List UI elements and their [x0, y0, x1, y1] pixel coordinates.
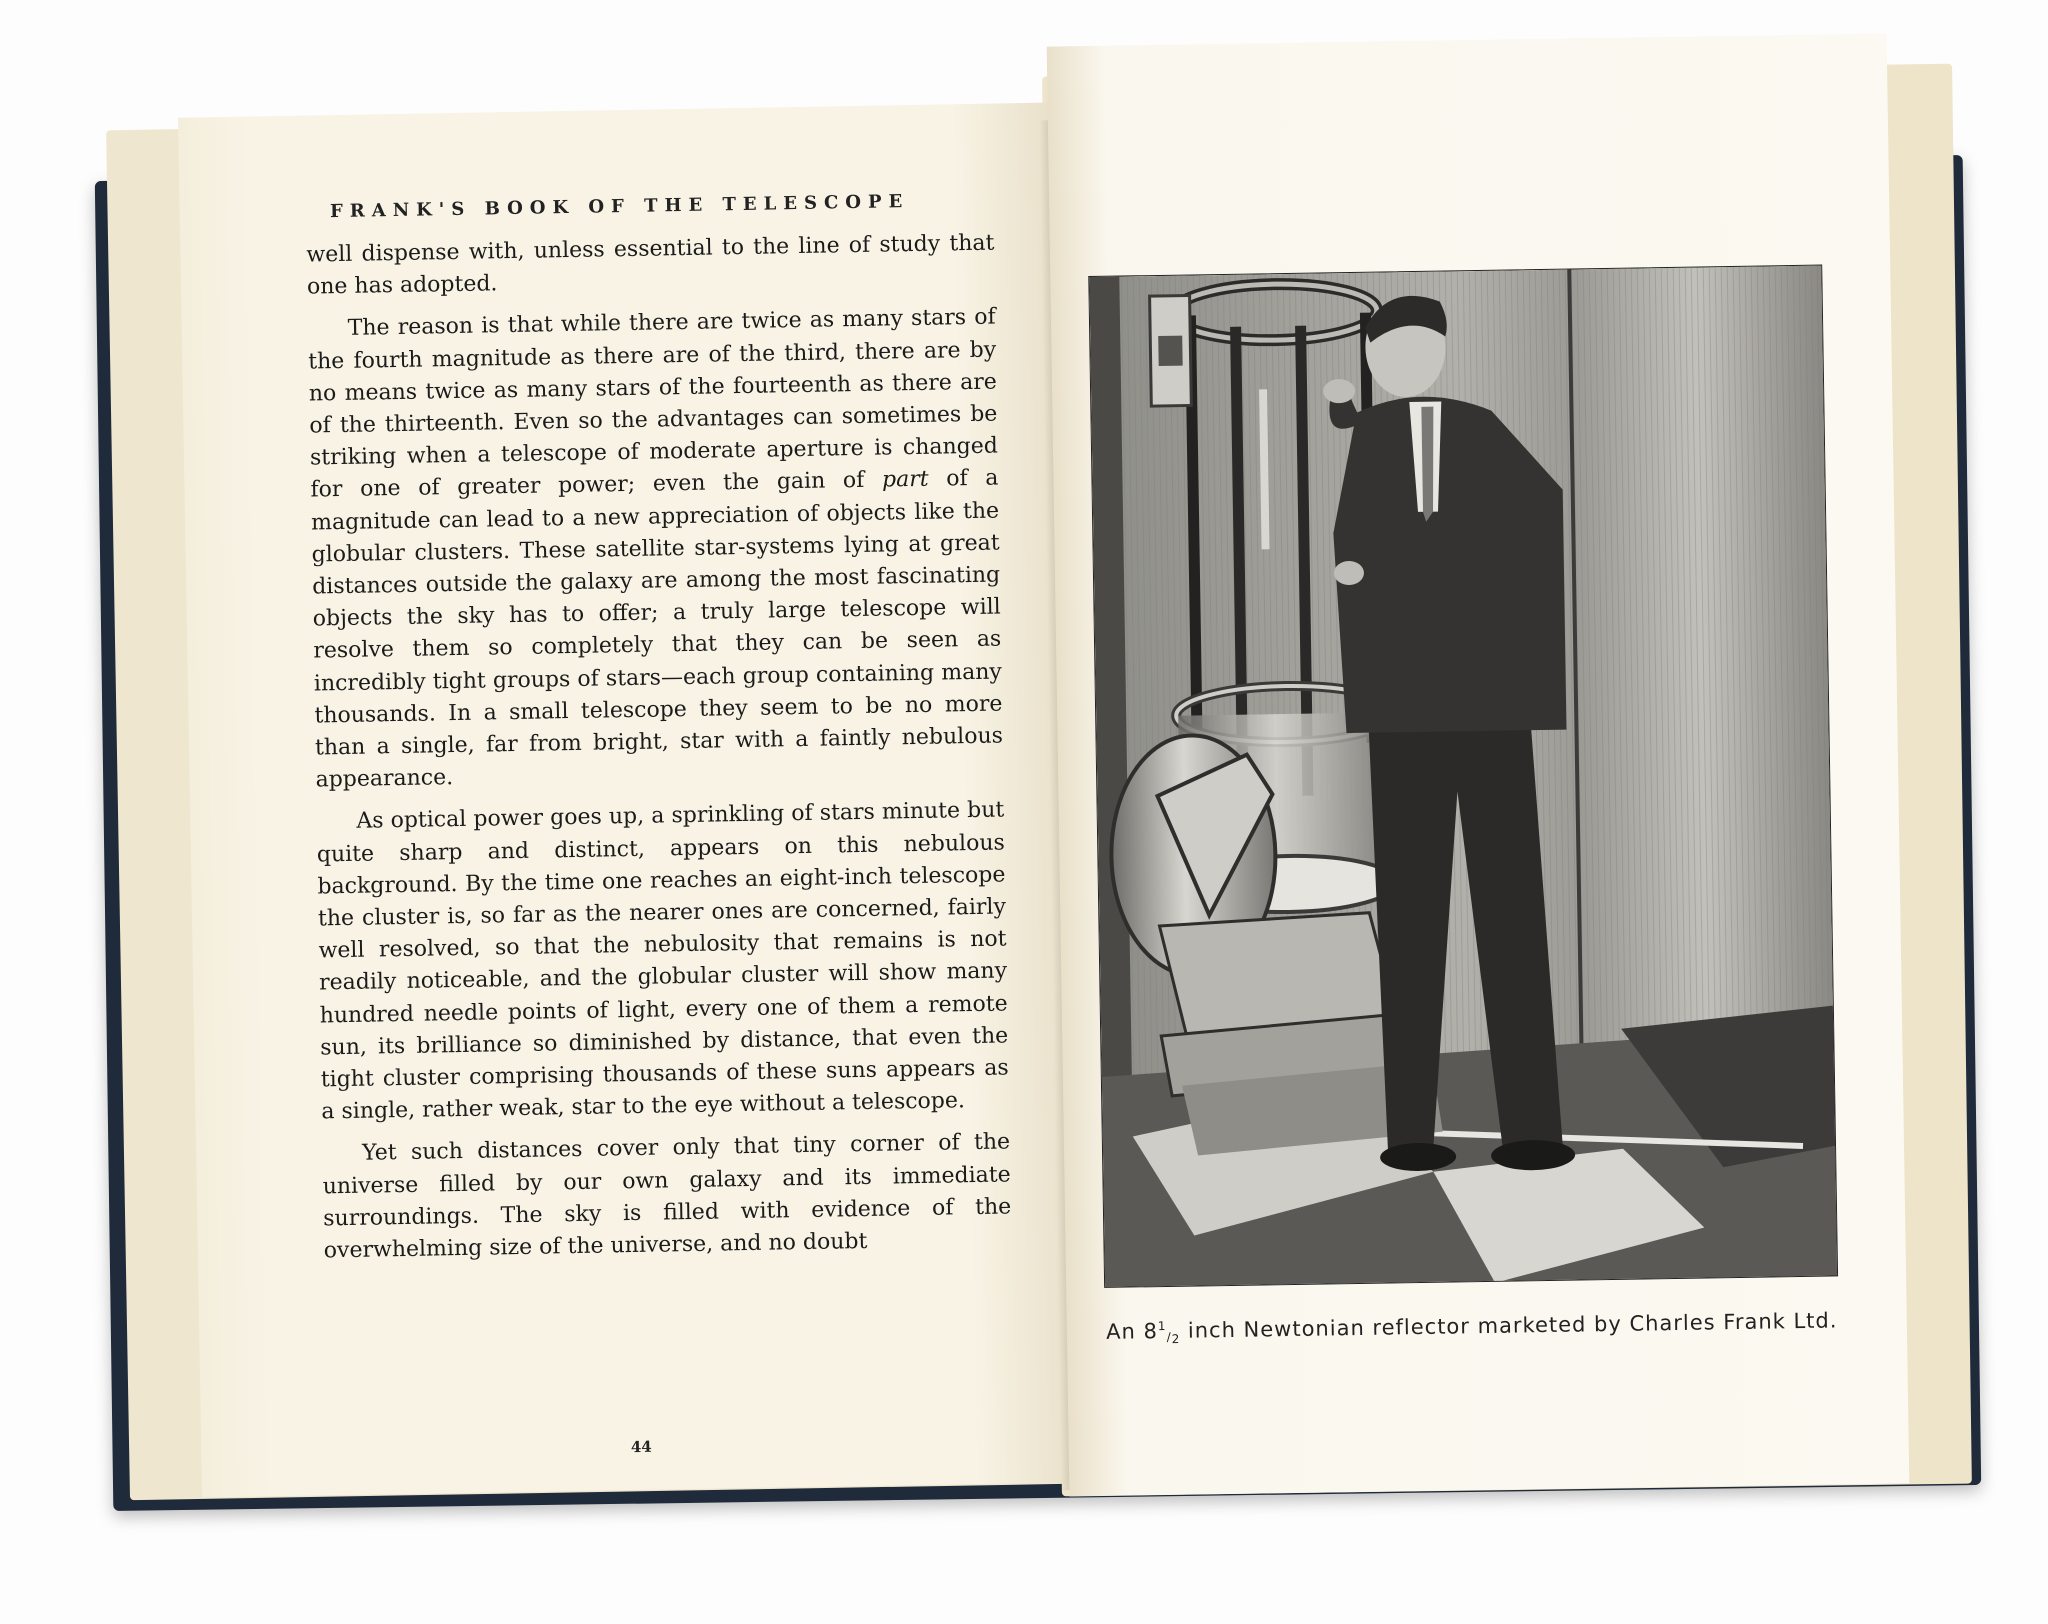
caption-fraction-slash: /: [1166, 1329, 1172, 1344]
paragraph-2: [307, 302, 1003, 797]
caption-fraction-numerator: 1: [1157, 1318, 1167, 1334]
running-head: FRANK'S BOOK OF THE TELESCOPE: [329, 191, 910, 223]
caption-text-a: An 8: [1105, 1319, 1159, 1344]
telescope-photo-illustration: [1089, 266, 1838, 1288]
paragraph-2-part-b: of a magnitude can lead to a new appreciation of objects like the globular clusters. These satellite star-systems lying at great distances outside the galaxy are among the most fascinating objects the sky has to offer; a truly large telescope will resolve them so completely that they can be seen as incredibly tight groups of stars—each group containing many thousands. In a small telescope they seem to be no more than a single, far from bright, star with a faintly nebulous appearance.: [310, 465, 1004, 793]
left-page: [178, 102, 1082, 1497]
caption-fraction-denominator: 2: [1171, 1331, 1181, 1347]
paragraph-4: Yet such distances cover only that tiny corner of the universe filled by our own galaxy and its immediate surroundings. The sky is filled with evidence of the overwhelming size of the universe, and no doubt: [322, 1129, 1012, 1264]
telescope-photograph: [1088, 265, 1838, 1288]
right-page: [1047, 33, 1910, 1496]
paragraph-2-emphasis: part: [881, 467, 929, 493]
page-number: 44: [630, 1437, 652, 1457]
body-text: [306, 228, 1012, 1278]
paragraph-1: well dispense with, unless essential to the line of study that one has adopted.: [306, 230, 995, 300]
paragraph-3: As optical power goes up, a sprinkling of stars minute but quite sharp and distinct, appears on this nebulous background. By the time one reaches an eight-inch telescope the cluster is, so far as the nearer ones are concerned, fairly well resolved, so that the nebulosity that remains is not readily noticeable, and the globular cluster will show many hundred needle points of light, every one of them a remote sun, its brilliance so diminished by distance, that even the tight cluster comprising thousands of these suns appears as a single, rather weak, star to the eye without a telescope.: [316, 797, 1009, 1125]
paragraph-2-part-a: The reason is that while there are twice as many stars of the fourth magnitude as there are of the third, there are by no means twice as many stars of the fourteenth as there are of the thirteenth. Even so the advantages can sometimes be striking when a telescope of moderate aperture is changed for one of greater power; even the gain of: [308, 304, 999, 503]
photo-caption: [1105, 1308, 1839, 1347]
caption-text-b: inch Newtonian reflector marketed by Charles Frank Ltd.: [1180, 1308, 1838, 1343]
